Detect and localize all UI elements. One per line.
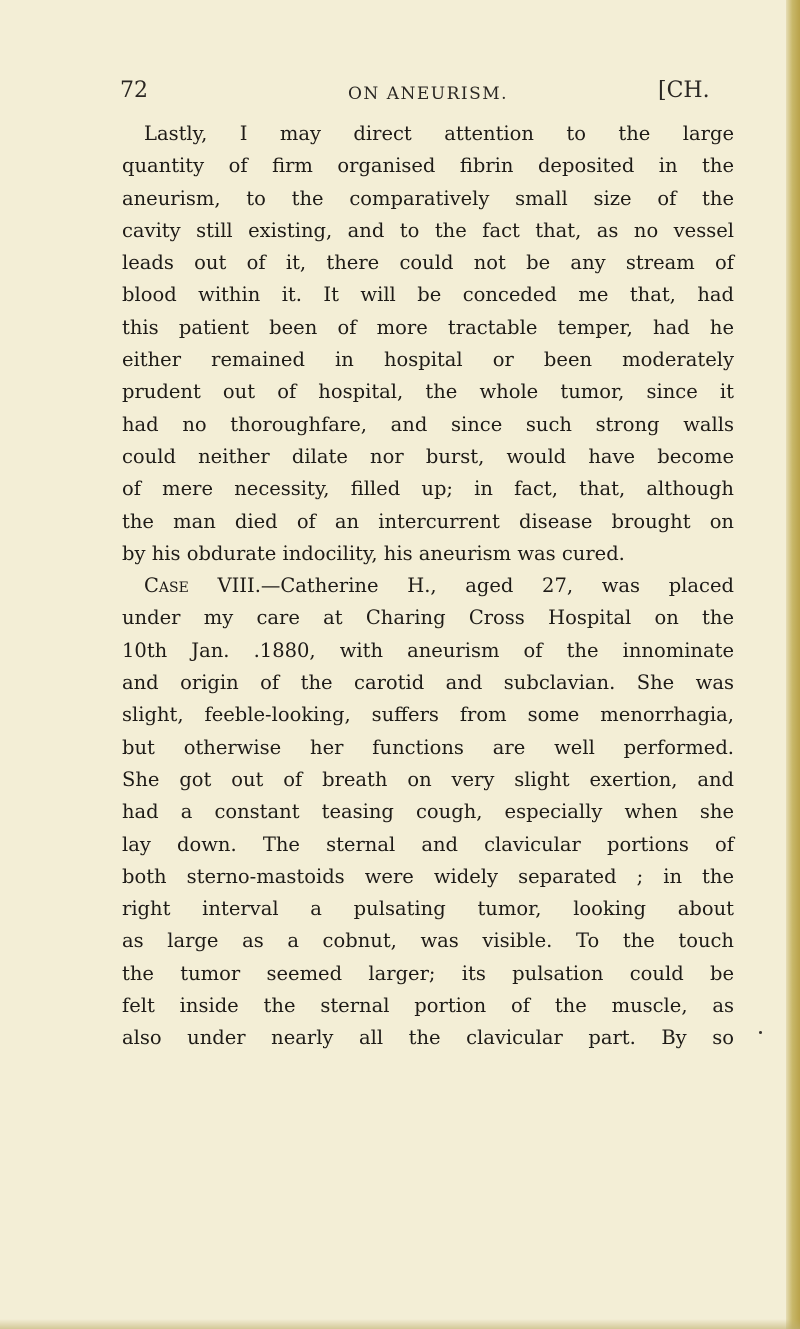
ink-speck <box>759 1031 762 1034</box>
text-line: lay down. The sternal and clavicular portions of <box>122 832 734 856</box>
page-bottom-edge <box>0 1319 800 1329</box>
text-line: by his obdurate indocility, his aneurism was cured. <box>122 541 625 565</box>
text-line: either remained in hospital or been moderately <box>122 348 734 372</box>
text-line: the man died of an intercurrent disease brought on <box>122 509 734 533</box>
text-line: leads out of it, there could not be any stream of <box>122 251 734 275</box>
case-label: Case VIII. <box>144 574 261 598</box>
text-line: slight, feeble-looking, suffers from some menorrhagia, <box>122 703 734 727</box>
text-line: right interval a pulsating tumor, looking about <box>122 897 734 921</box>
running-title: ON ANEURISM. <box>348 84 509 104</box>
text-line: 10th Jan. .1880, with aneurism of the innominate <box>122 638 734 662</box>
text-line: but otherwise her functions are well performed. <box>122 735 734 759</box>
text-line: prudent out of hospital, the whole tumor, since it <box>122 380 734 404</box>
text-line: Lastly, I may direct attention to the large <box>144 122 734 145</box>
text-line: could neither dilate nor burst, would have become <box>122 444 734 468</box>
text-line: felt inside the sternal portion of the muscle, as <box>122 994 734 1018</box>
page-edge-shadow <box>786 0 800 1329</box>
text-line: quantity of firm organised fibrin deposited in the <box>122 154 734 178</box>
text-line: and origin of the carotid and subclavian. She was <box>122 671 734 695</box>
chapter-mark: [CH. <box>658 78 710 103</box>
text-line: both sterno-mastoids were widely separated ; in the <box>122 864 734 888</box>
text-line: blood within it. It will be conceded me that, had <box>122 283 734 307</box>
case-line-rest: —Catherine H., aged 27, was placed <box>260 574 734 598</box>
text-line: had a constant teasing cough, especially when she <box>122 800 734 824</box>
text-line: this patient been of more tractable temper, had he <box>122 315 734 339</box>
text-line: of mere necessity, filled up; in fact, that, although <box>122 477 734 501</box>
text-line: aneurism, to the comparatively small size of the <box>122 186 734 210</box>
text-line: under my care at Charing Cross Hospital on the <box>122 606 734 630</box>
running-head <box>120 78 740 118</box>
page-number: 72 <box>120 78 148 103</box>
text-line: had no thoroughfare, and since such strong walls <box>122 412 734 436</box>
text-line: She got out of breath on very slight exertion, and <box>122 767 734 791</box>
text-line: the tumor seemed larger; its pulsation could be <box>122 961 734 985</box>
text-line: cavity still existing, and to the fact that, as no vessel <box>122 218 734 242</box>
text-line: also under nearly all the clavicular part. By so <box>122 1026 734 1050</box>
body-text <box>122 118 734 1055</box>
text-line: as large as a cobnut, was visible. To the touch <box>122 929 734 953</box>
case-heading-line <box>122 570 734 602</box>
